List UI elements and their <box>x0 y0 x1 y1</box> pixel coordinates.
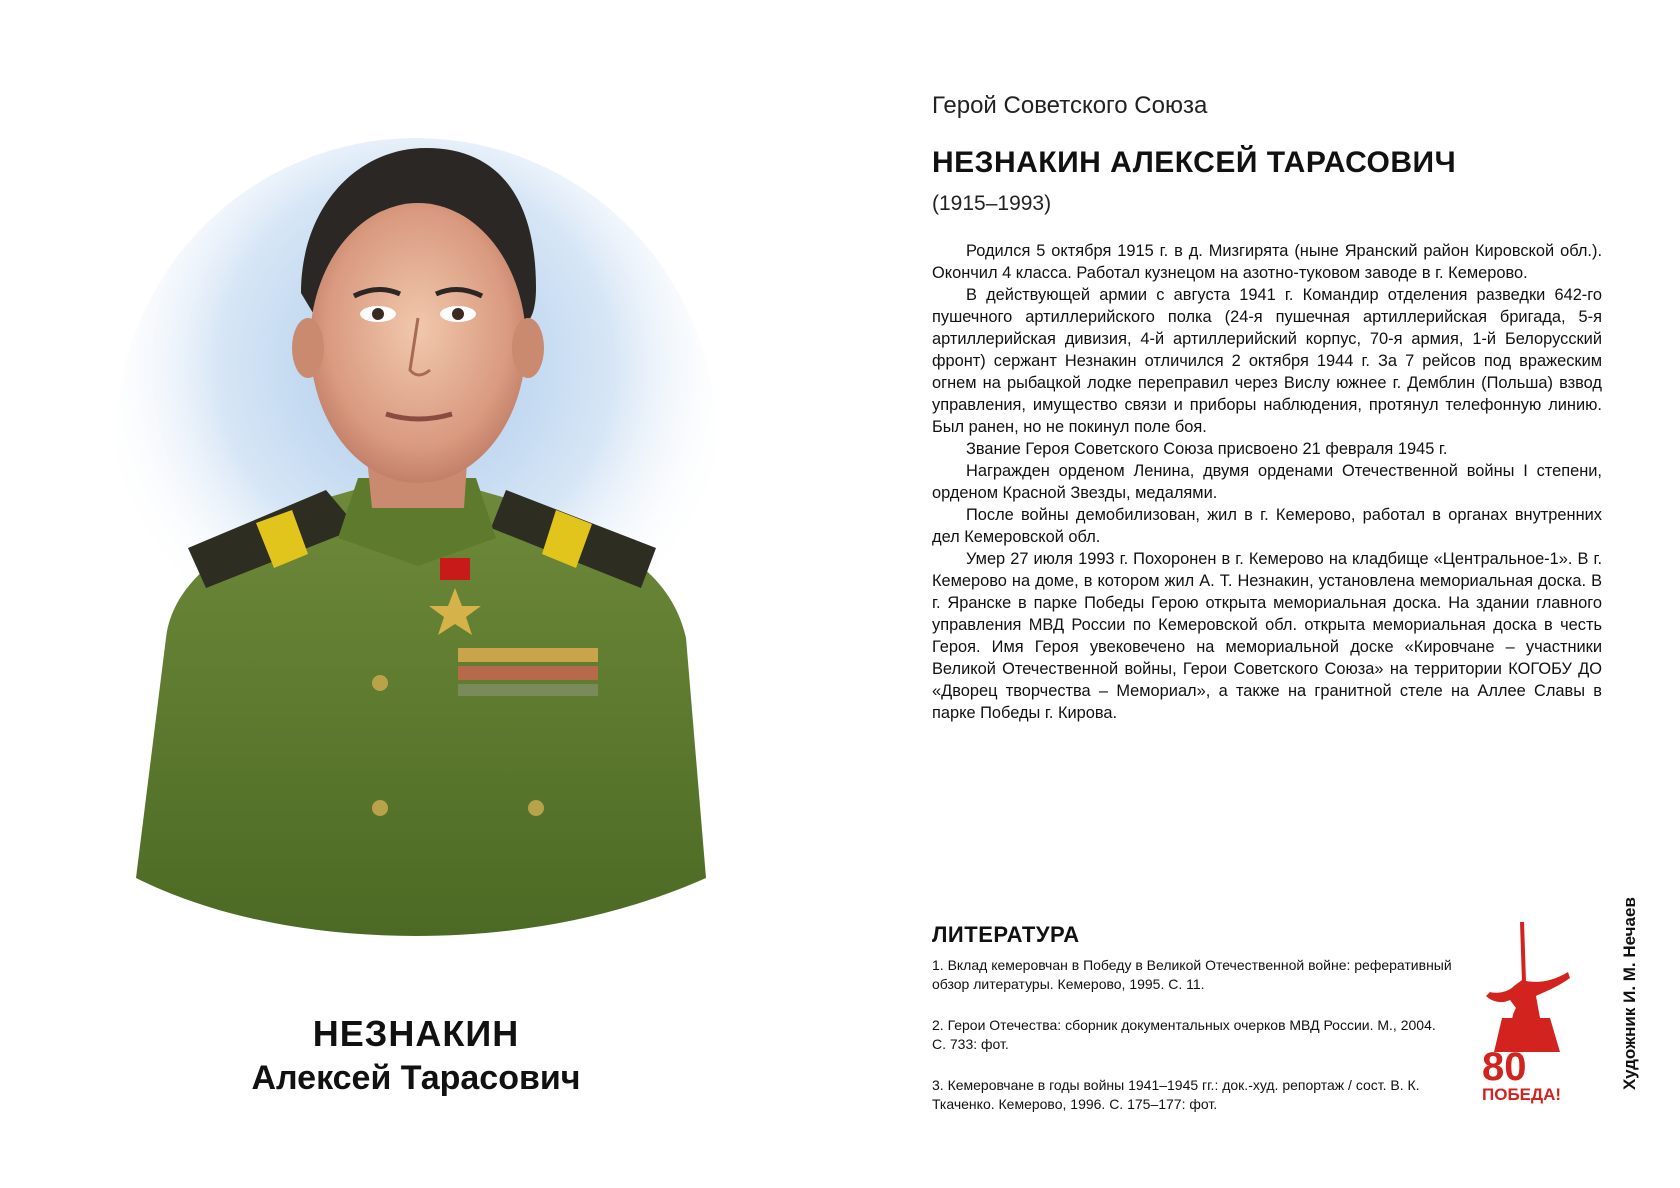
bio-paragraph: Звание Героя Советского Союза присвоено 21 февраля 1945 г. <box>966 440 1448 458</box>
caption-surname: НЕЗНАКИН <box>312 1013 520 1054</box>
caption-given-name: Алексей Тарасович <box>251 1059 581 1097</box>
logo-number: 80 <box>1482 1045 1527 1089</box>
victory-80-logo <box>1480 922 1576 1104</box>
bio-paragraph: После войны демобилизован, жил в г. Кемерово, работал в органах внутренних дел Кемеровской обл. <box>932 506 1602 546</box>
page-title: НЕЗНАКИН АЛЕКСЕЙ ТАРАСОВИЧ <box>932 146 1457 179</box>
literature-list <box>932 956 1452 1136</box>
bio-paragraph: В действующей армии с августа 1941 г. Командир отделения разведки 642-го пушечного артиллерийского полка (24-я пушечная артиллерийская бригада, 5-я артиллерийская дивизия, 4-й артиллерийский корпус, 70-я армия, 1-й Белорусский фронт) сержант Незнакин отличился 2 октября 1944 г. За 7 рейсов под вражеским огнем на рыбацкой лодке переправил через Вислу южнее г. Демблин (Польша) взвод управления, имущество связи и приборы наблюдения, протянул телефонную линию. Был ранен, но не покинул поле боя. <box>932 286 1602 436</box>
literature-item: 2. Герои Отечества: сборник документальных очерков МВД России. М., 2004. С. 733: фот. <box>932 1017 1436 1052</box>
bio-paragraph: Умер 27 июля 1993 г. Похоронен в г. Кемерово на кладбище «Центральное-1». В г. Кемерово на доме, в котором жил А. Т. Незнакин, установлена мемориальная доска. В г. Яранске в парке Победы Герою открыта мемориальная доска. На здании главного управления МВД России по Кемеровской обл. открыта мемориальная доска в честь Героя. Имя Героя увековечено на мемориальной доске «Кировчане – участники Великой Отечественной войны, Герои Советского Союза» на территории КОГОБУ ДО «Дворец творчества – Мемориал», а также на гранитной стеле на Аллее Славы в парке Победы г. Кирова. <box>932 550 1602 722</box>
page-subtitle: Герой Советского Союза <box>932 92 1208 119</box>
literature-item: 1. Вклад кемеровчан в Победу в Великой Отечественной войне: реферативный обзор литературы. Кемерово, 1995. С. 11. <box>932 957 1452 992</box>
literature-item: 3. Кемеровчане в годы войны 1941–1945 гг.: док.-худ. репортаж / сост. В. К. Ткаченко. Кемерово, 1996. С. 175–177: фот. <box>932 1077 1420 1112</box>
logo-word: ПОБЕДА! <box>1482 1085 1562 1104</box>
bio-paragraph: Родился 5 октября 1915 г. в д. Мизгирята (ныне Яранский район Кировской обл.). Окончил 4 класса. Работал кузнецом на азотно-туковом заводе в г. Кемерово. <box>932 242 1602 282</box>
literature-heading: ЛИТЕРАТУРА <box>932 922 1080 947</box>
portrait-caption <box>96 1012 736 1100</box>
soldier-portrait-icon <box>96 118 736 978</box>
artist-credit: Художник И. М. Нечаев <box>1620 897 1639 1090</box>
biography-text <box>932 240 1602 724</box>
bio-paragraph: Награжден орденом Ленина, двумя орденами Отечественной войны I степени, орденом Красной Звезды, медалями. <box>932 462 1602 502</box>
motherland-calls-statue-icon <box>1486 922 1570 1052</box>
life-years: (1915–1993) <box>932 192 1052 215</box>
